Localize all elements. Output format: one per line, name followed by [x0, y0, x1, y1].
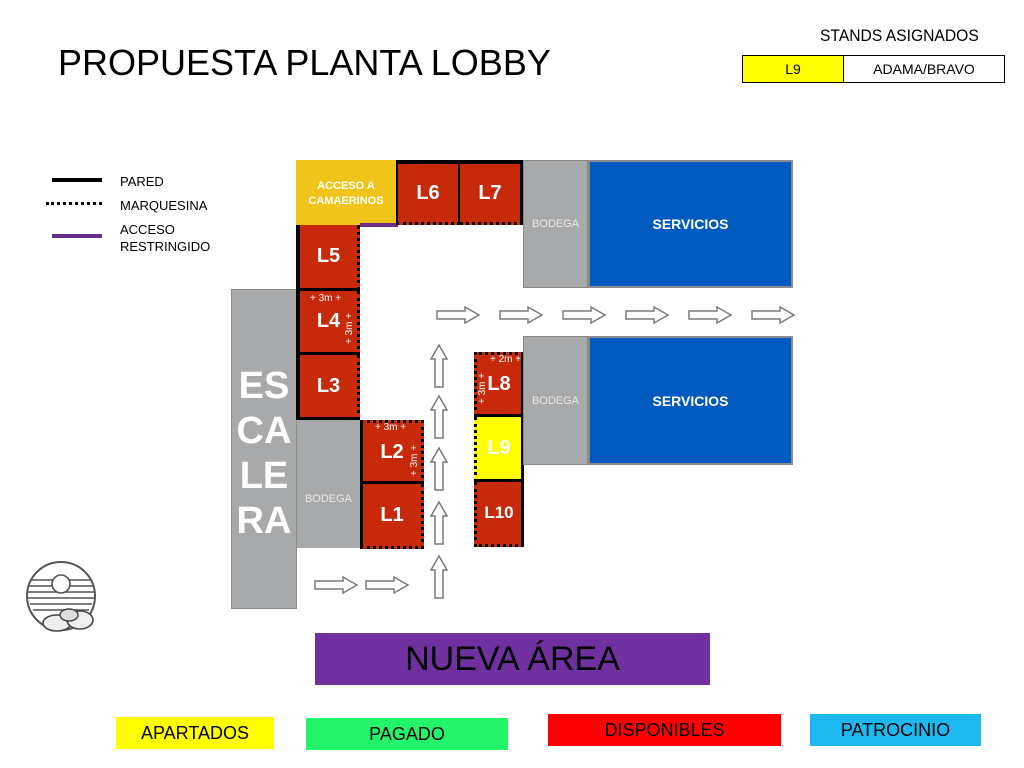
stand-l9[interactable]: L9: [474, 417, 524, 482]
arrow-up-icon: [431, 345, 447, 387]
stand-l5[interactable]: L5: [296, 225, 360, 291]
stand-l2[interactable]: L2: [360, 420, 424, 484]
stand-l4[interactable]: L4: [296, 291, 360, 355]
stand-l6[interactable]: L6: [396, 160, 460, 225]
page-title: PROPUESTA PLANTA LOBBY: [58, 42, 551, 83]
arrow-up-icon: [431, 556, 447, 598]
arrow-right-icon: [689, 307, 731, 323]
status-patrocinio: PATROCINIO: [810, 714, 981, 746]
arrow-right-icon: [626, 307, 668, 323]
status-disponibles: DISPONIBLES: [548, 714, 781, 746]
servicios-label: SERVICIOS: [652, 216, 729, 232]
arrow-right-icon: [437, 307, 479, 323]
bodega-label: BODEGA: [531, 394, 580, 407]
stand-l10[interactable]: L10: [474, 482, 524, 547]
arrow-right-icon: [752, 307, 794, 323]
legend-pared-label: PARED: [120, 174, 164, 189]
servicios-label: SERVICIOS: [652, 392, 729, 409]
nueva-area-block: NUEVA ÁREA: [315, 633, 710, 685]
assigned-stands-heading: STANDS ASIGNADOS: [820, 26, 979, 45]
legend-acceso-label: ACCESO RESTRINGIDO: [120, 222, 211, 254]
stand-l8[interactable]: L8: [474, 352, 524, 417]
dim-l8-depth: + 3m +: [477, 372, 488, 404]
dim-l4-depth: + 3m +: [344, 312, 355, 344]
arrow-up-icon: [431, 448, 447, 490]
arrow-right-icon: [563, 307, 605, 323]
arrow-right-icon: [500, 307, 542, 323]
status-apartados: APARTADOS: [116, 717, 274, 749]
legend-marquesina-label: MARQUESINA: [120, 198, 208, 213]
acceso-camerinos: ACCESO A CAMAERINOS: [296, 160, 396, 225]
bodega-label: BODEGA: [304, 493, 353, 505]
escalera-block: ES CA LE RA: [231, 289, 297, 609]
assigned-stand-cell: L9: [743, 56, 844, 82]
arrow-up-icon: [431, 502, 447, 544]
status-pagado: PAGADO: [306, 718, 508, 750]
stand-l3[interactable]: L3: [296, 355, 360, 420]
assigned-company-cell: ADAMA/BRAVO: [844, 56, 1004, 82]
arrow-up-icon: [431, 396, 447, 438]
dim-l4-width: + 3m +: [310, 293, 342, 304]
arrow-right-icon: [315, 577, 357, 593]
dim-l8-width: + 2m +: [490, 354, 522, 365]
company-logo-icon: [25, 560, 101, 636]
stand-l1[interactable]: L1: [360, 484, 424, 549]
bodega-label: BODEGA: [531, 218, 580, 230]
stand-l7[interactable]: L7: [460, 160, 523, 225]
dim-l2-width: + 3m +: [375, 422, 407, 433]
arrow-right-icon: [366, 577, 408, 593]
dim-l2-depth: + 3m +: [409, 444, 420, 476]
